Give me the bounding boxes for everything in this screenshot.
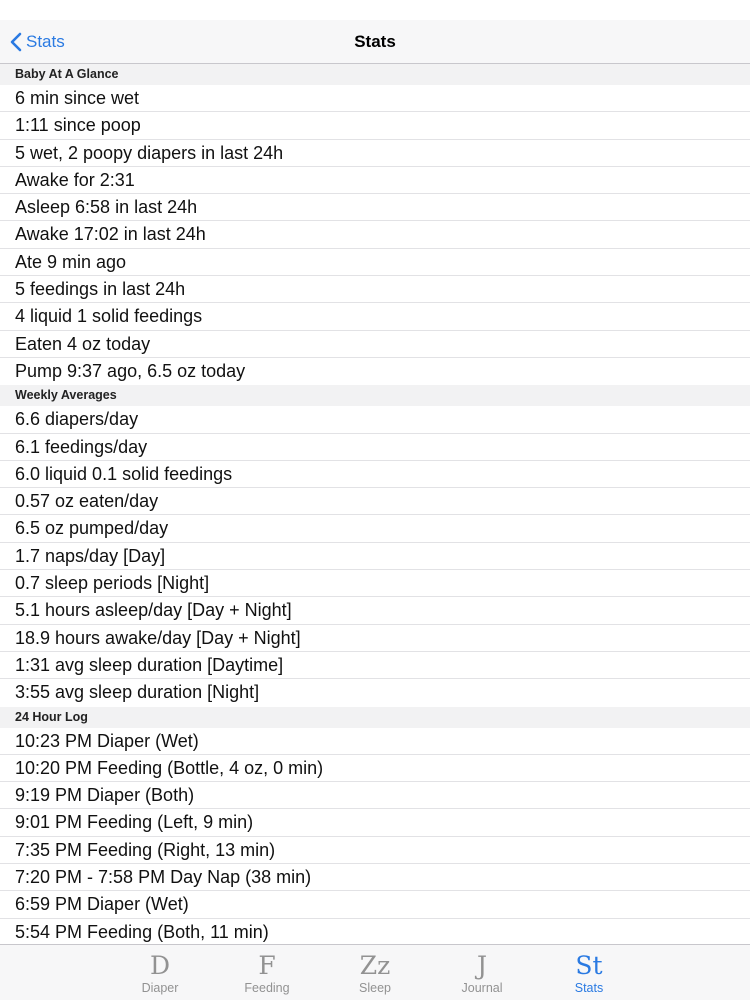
- tab-label: Sleep: [359, 981, 391, 995]
- tab-label: Stats: [574, 981, 604, 995]
- section-header: Weekly Averages: [0, 385, 750, 406]
- diaper-icon: D: [149, 951, 171, 980]
- list-item: 1.7 naps/day [Day]: [0, 543, 750, 570]
- list-item: Awake 17:02 in last 24h: [0, 221, 750, 248]
- list-item: 0.7 sleep periods [Night]: [0, 570, 750, 597]
- list-item: 6.6 diapers/day: [0, 406, 750, 433]
- list-item: Eaten 4 oz today: [0, 331, 750, 358]
- log-entry[interactable]: 6:59 PM Diaper (Wet): [0, 891, 750, 918]
- list-item: 18.9 hours awake/day [Day + Night]: [0, 625, 750, 652]
- log-entry[interactable]: 10:23 PM Diaper (Wet): [0, 728, 750, 755]
- list-item: 6.5 oz pumped/day: [0, 515, 750, 542]
- list-item: 0.57 oz eaten/day: [0, 488, 750, 515]
- log-entry[interactable]: 10:20 PM Feeding (Bottle, 4 oz, 0 min): [0, 755, 750, 782]
- page-title: Stats: [354, 32, 396, 51]
- journal-icon: J: [476, 951, 488, 980]
- list-item: 1:31 avg sleep duration [Daytime]: [0, 652, 750, 679]
- tab-label: Journal: [461, 981, 503, 995]
- log-rows: [0, 728, 750, 944]
- tab-bar: [0, 944, 750, 1000]
- list-item: Pump 9:37 ago, 6.5 oz today: [0, 358, 750, 385]
- list-item: Ate 9 min ago: [0, 249, 750, 276]
- log-entry[interactable]: 7:35 PM Feeding (Right, 13 min): [0, 837, 750, 864]
- tab-stats[interactable]: [539, 945, 639, 1000]
- list-item: 1:11 since poop: [0, 112, 750, 139]
- glance-rows: [0, 85, 750, 385]
- list-item: 5 feedings in last 24h: [0, 276, 750, 303]
- section-header: Baby At A Glance: [0, 64, 750, 85]
- status-bar-area: [0, 0, 750, 20]
- list-item: 4 liquid 1 solid feedings: [0, 303, 750, 330]
- list-item: 5.1 hours asleep/day [Day + Night]: [0, 597, 750, 624]
- log-entry[interactable]: 9:01 PM Feeding (Left, 9 min): [0, 809, 750, 836]
- tab-diaper[interactable]: [110, 945, 210, 1000]
- tab-feeding[interactable]: [217, 945, 317, 1000]
- sleep-icon: Zz: [359, 951, 391, 980]
- list-item: Awake for 2:31: [0, 167, 750, 194]
- feeding-icon: F: [258, 951, 276, 980]
- list-item: 5 wet, 2 poopy diapers in last 24h: [0, 140, 750, 167]
- list-item: 3:55 avg sleep duration [Night]: [0, 679, 750, 706]
- list-item: 6.0 liquid 0.1 solid feedings: [0, 461, 750, 488]
- stats-icon: St: [575, 951, 603, 980]
- tab-label: Diaper: [141, 981, 179, 995]
- tab-journal[interactable]: [432, 945, 532, 1000]
- list-item: 6.1 feedings/day: [0, 434, 750, 461]
- weekly-rows: [0, 406, 750, 706]
- tab-label: Feeding: [244, 981, 290, 995]
- list-item: 6 min since wet: [0, 85, 750, 112]
- stats-list[interactable]: [0, 64, 750, 944]
- navigation-bar: [0, 20, 750, 64]
- section-header: 24 Hour Log: [0, 707, 750, 728]
- log-entry[interactable]: 7:20 PM - 7:58 PM Day Nap (38 min): [0, 864, 750, 891]
- tab-sleep[interactable]: [325, 945, 425, 1000]
- section-weekly-averages: [0, 385, 750, 706]
- section-baby-at-a-glance: [0, 64, 750, 385]
- list-item: Asleep 6:58 in last 24h: [0, 194, 750, 221]
- section-24-hour-log: [0, 707, 750, 944]
- log-entry[interactable]: 5:54 PM Feeding (Both, 11 min): [0, 919, 750, 944]
- back-button-label: Stats: [26, 32, 65, 51]
- log-entry[interactable]: 9:19 PM Diaper (Both): [0, 782, 750, 809]
